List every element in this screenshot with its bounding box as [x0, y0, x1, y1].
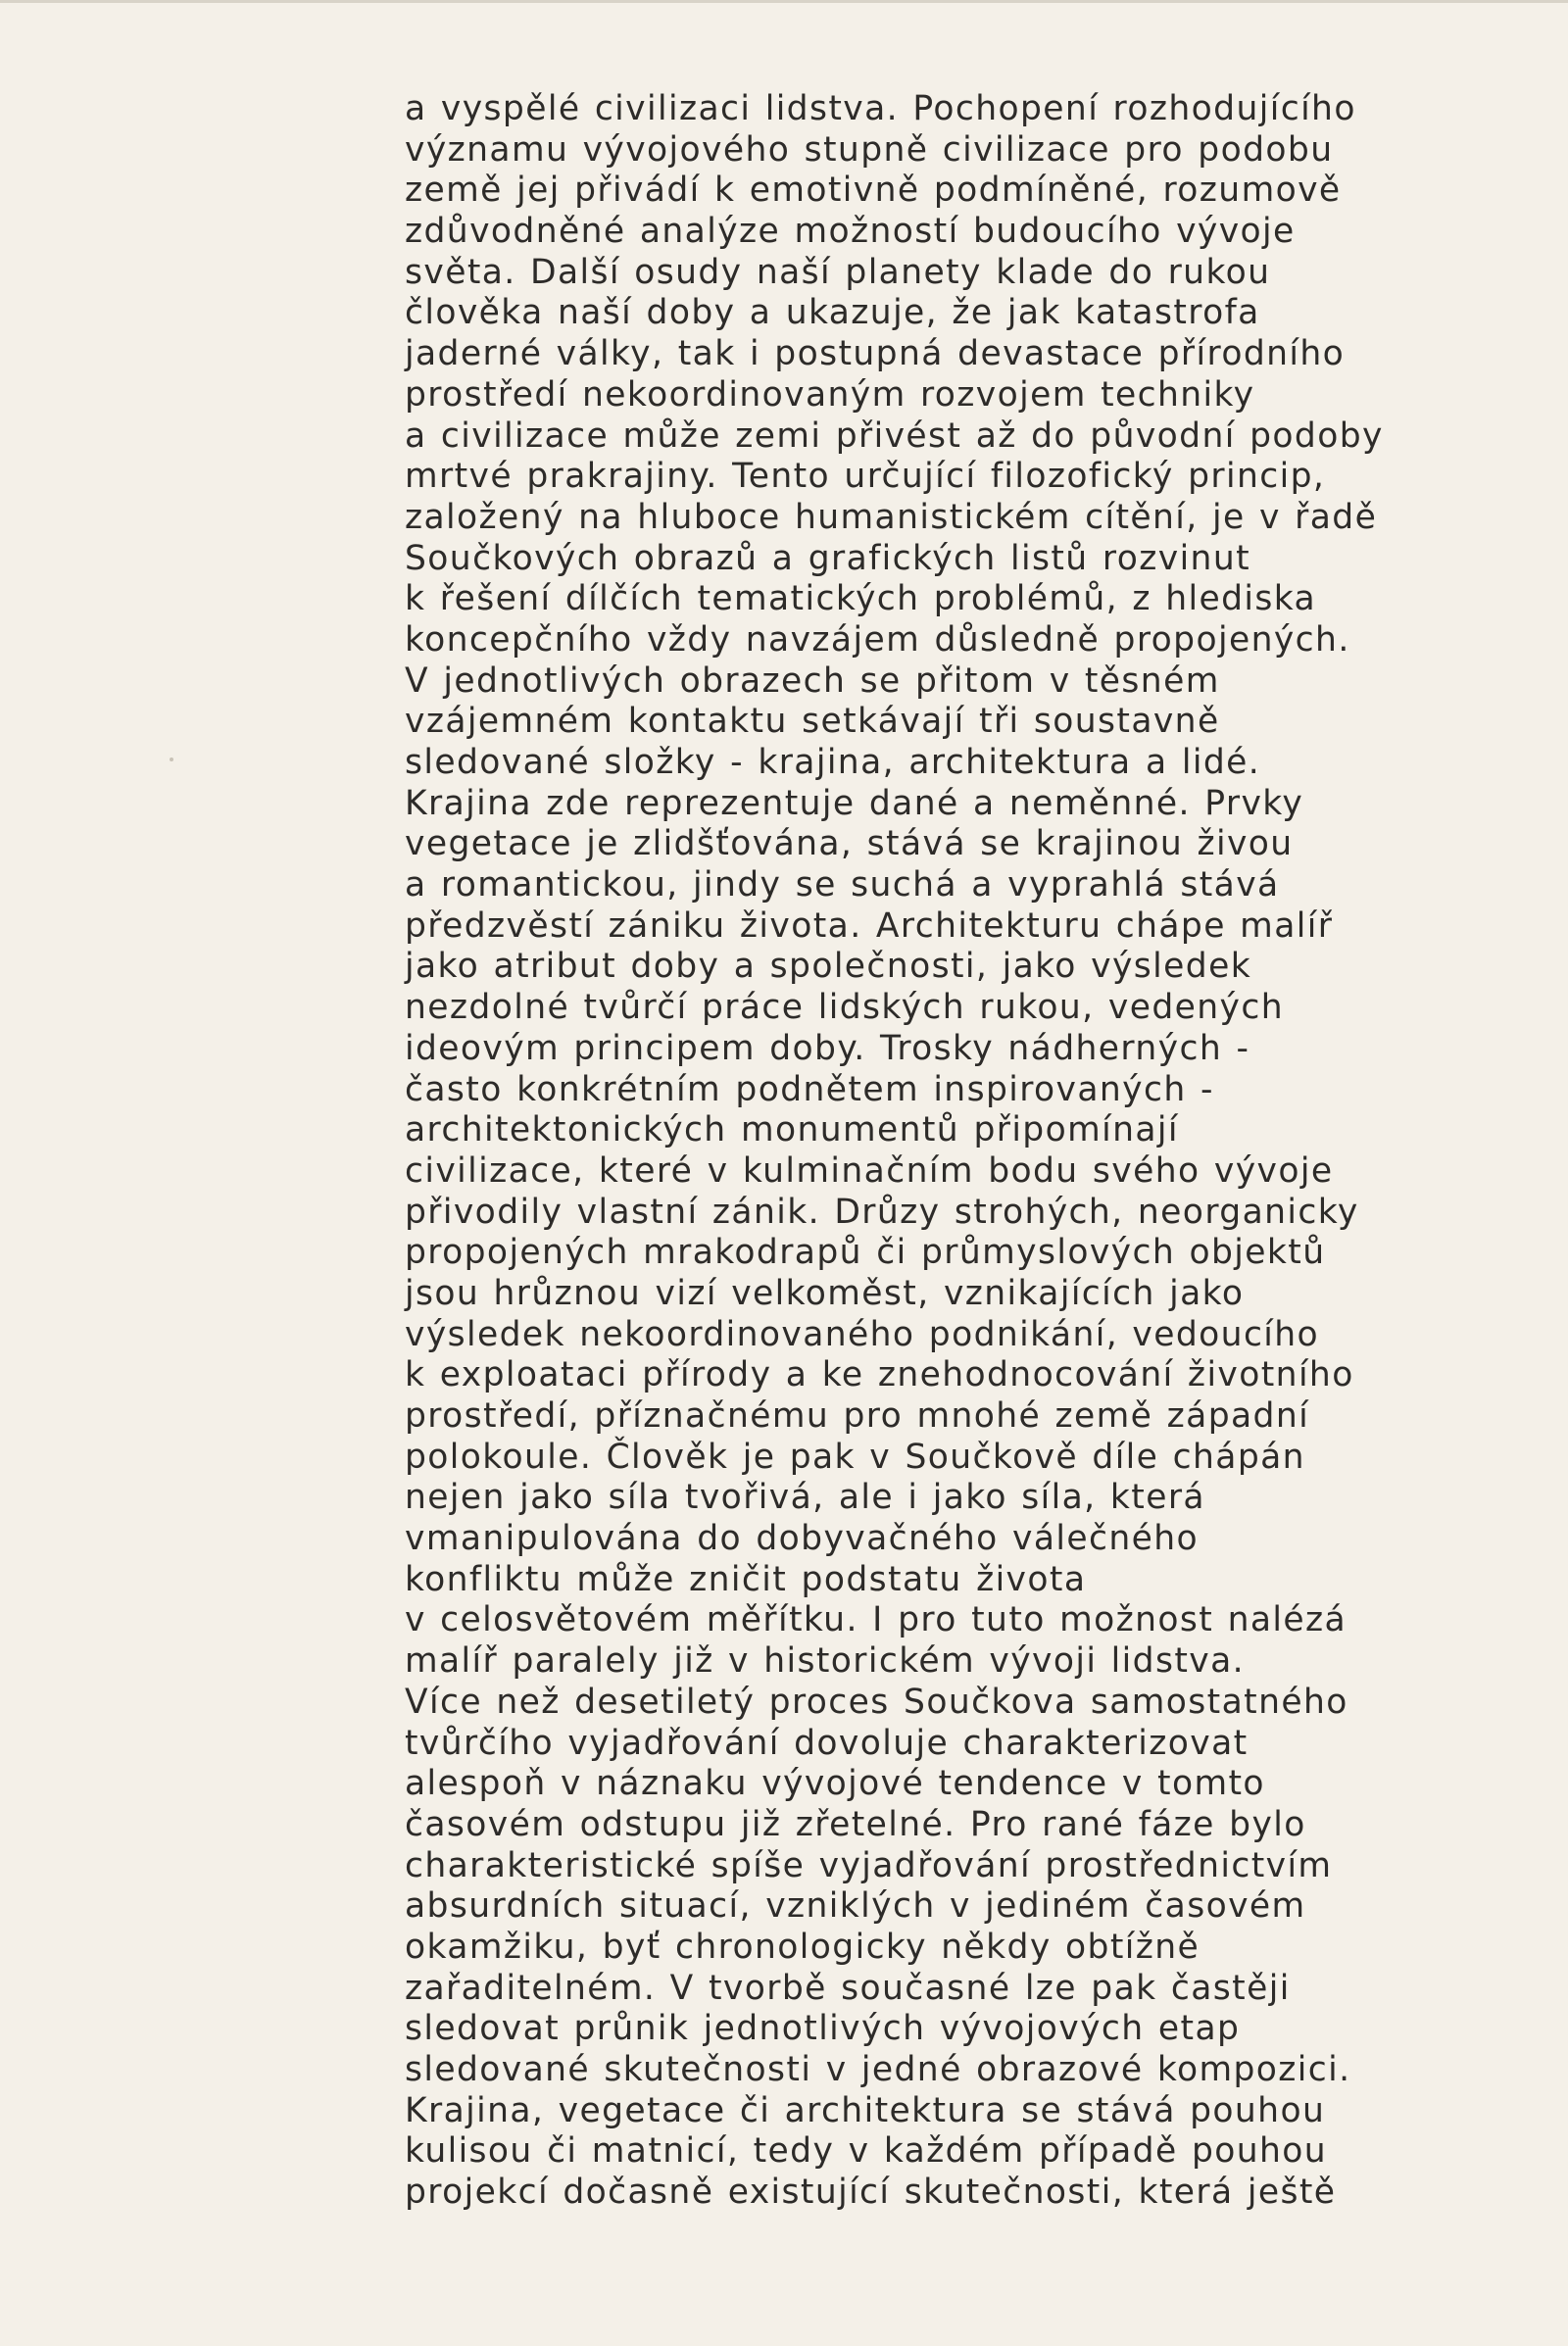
text-line: alespoň v náznaku vývojové tendence v tomto: [405, 1764, 1265, 1804]
text-line: projekcí dočasně existující skutečnosti, která ještě: [405, 2173, 1337, 2213]
text-line: vmanipulována do dobyvačného válečného: [405, 1519, 1200, 1559]
text-line: mrtvé prakrajiny. Tento určující filozofický princip,: [405, 457, 1326, 497]
text-line: konfliktu může zničit podstatu života: [405, 1559, 1087, 1599]
text-line: nezdolné tvůrčí práce lidských rukou, vedených: [405, 988, 1284, 1028]
text-line: architektonických monumentů připomínají: [405, 1110, 1179, 1150]
text-line: okamžiku, byť chronologicky někdy obtížně: [405, 1927, 1200, 1967]
text-line: a romantickou, jindy se suchá a vyprahlá stává: [405, 865, 1280, 905]
text-line: zařaditelném. V tvorbě současné lze pak častěji: [405, 1968, 1291, 2008]
text-line: Krajina zde reprezentuje dané a neměnné. Prvky: [405, 783, 1304, 823]
text-line: a vyspělé civilizaci lidstva. Pochopení rozhodujícího: [405, 89, 1356, 128]
text-line: Krajina, vegetace či architektura se stává pouhou: [405, 2090, 1326, 2130]
text-line: Součkových obrazů a grafických listů rozvinut: [405, 538, 1251, 578]
text-line: kulisou či matnicí, tedy v každém případě pouhou: [405, 2131, 1328, 2172]
text-line: přivodily vlastní zánik. Drůzy strohých, neorganicky: [405, 1192, 1359, 1232]
text-line: vegetace je zlidšťována, stává se krajinou živou: [405, 824, 1294, 864]
text-line: sledovat průnik jednotlivých vývojových etap: [405, 2009, 1241, 2049]
text-line: člověka naší doby a ukazuje, že jak katastrofa: [405, 293, 1260, 333]
text-line: v celosvětovém měřítku. I pro tuto možnost nalézá: [405, 1600, 1348, 1640]
text-line: světa. Další osudy naší planety klade do rukou: [405, 252, 1271, 292]
text-line: často konkrétním podnětem inspirovaných -: [405, 1069, 1214, 1109]
text-line: časovém odstupu již zřetelné. Pro rané fáze bylo: [405, 1804, 1306, 1844]
text-line: absurdních situací, vzniklých v jediném časovém: [405, 1886, 1306, 1927]
text-line: jsou hrůznou vizí velkoměst, vznikajících jako: [405, 1273, 1245, 1313]
text-line: země jej přivádí k emotivně podmíněné, rozumově: [405, 171, 1342, 211]
text-line: tvůrčího vyjadřování dovoluje charakterizovat: [405, 1723, 1249, 1763]
text-line: ideovým principem doby. Trosky nádherných -: [405, 1028, 1250, 1068]
body-text: [405, 89, 1463, 2214]
paper-speck: [170, 758, 173, 761]
text-line: Více než desetiletý proces Součkova samostatného: [405, 1682, 1348, 1722]
text-line: založený na hluboce humanistickém cítění, je v řadě: [405, 497, 1378, 537]
text-line: jaderné války, tak i postupná devastace přírodního: [405, 334, 1346, 374]
text-line: malíř paralely již v historickém vývoji lidstva.: [405, 1641, 1245, 1682]
text-line: významu vývojového stupně civilizace pro podobu: [405, 129, 1334, 170]
text-line: prostředí, příznačnému pro mnohé země západní: [405, 1396, 1310, 1436]
text-line: k exploataci přírody a ke znehodnocování životního: [405, 1355, 1354, 1395]
text-line: nejen jako síla tvořivá, ale i jako síla, která: [405, 1478, 1205, 1518]
text-line: vzájemném kontaktu setkávají tři soustavně: [405, 702, 1220, 742]
text-line: sledované složky - krajina, architektura a lidé.: [405, 743, 1261, 782]
text-line: koncepčního vždy navzájem důsledně propojených.: [405, 619, 1350, 660]
text-line: charakteristické spíše vyjadřování prostřednictvím: [405, 1845, 1333, 1885]
text-line: V jednotlivých obrazech se přitom v těsném: [405, 660, 1220, 701]
text-line: předzvěstí zániku života. Architekturu chápe malíř: [405, 905, 1334, 946]
text-line: zdůvodněné analýze možností budoucího vývoje: [405, 212, 1296, 252]
text-line: propojených mrakodrapů či průmyslových objektů: [405, 1233, 1326, 1273]
text-line: prostředí nekoordinovaným rozvojem techniky: [405, 374, 1255, 415]
text-line: výsledek nekoordinovaného podnikání, vedoucího: [405, 1314, 1320, 1354]
text-line: k řešení dílčích tematických problémů, z hlediska: [405, 579, 1317, 619]
text-line: polokoule. Člověk je pak v Součkově díle chápán: [405, 1437, 1305, 1477]
text-line: a civilizace může zemi přivést až do původní podoby: [405, 415, 1384, 456]
text-line: civilizace, které v kulminačním bodu svého vývoje: [405, 1150, 1334, 1191]
text-line: jako atribut doby a společnosti, jako výsledek: [405, 947, 1252, 987]
text-line: sledované skutečnosti v jedné obrazové kompozici.: [405, 2050, 1351, 2089]
